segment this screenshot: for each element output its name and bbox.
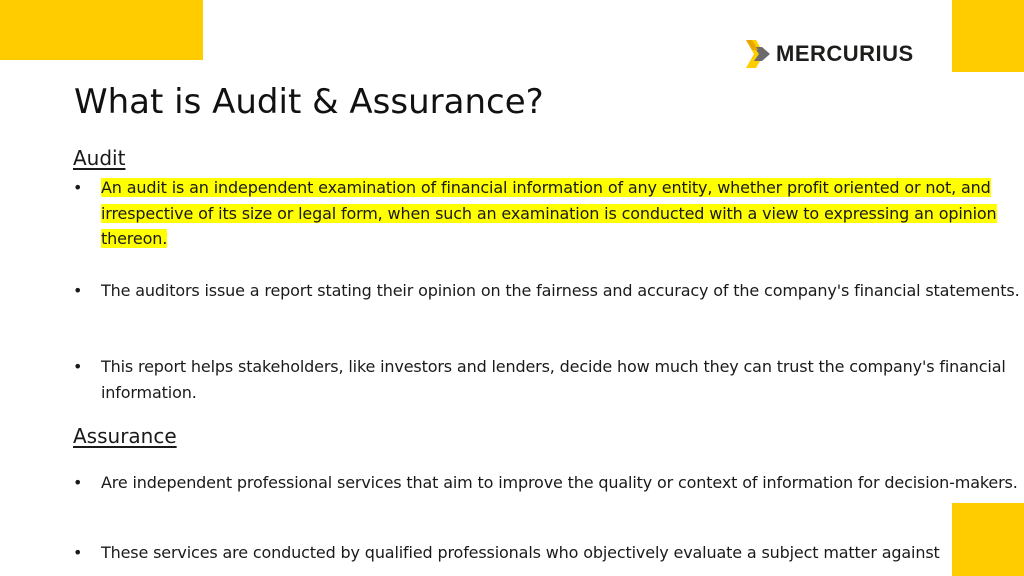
decorative-yellow-block-top-left — [0, 0, 203, 60]
bullet-marker: • — [73, 357, 83, 376]
bullet-marker: • — [73, 473, 83, 492]
assurance-bullet-professionals — [73, 540, 1024, 566]
section-heading-assurance: Assurance — [73, 424, 177, 448]
audit-bullet-definition — [73, 175, 1024, 252]
bullet-marker: • — [73, 281, 83, 300]
brand-logo — [744, 36, 914, 72]
highlighted-text: An audit is an independent examination of financial information of any entity, whether profit oriented or not, and irrespective of its size or legal form, when such an examination is conducted with a view to expressing an opinion thereon. — [101, 178, 997, 248]
bullet-marker: • — [73, 178, 83, 197]
mercurius-logo-icon — [744, 36, 772, 72]
audit-bullet-report — [73, 278, 1024, 304]
assurance-bullet-services — [73, 468, 1024, 498]
page-title: What is Audit & Assurance? — [74, 82, 544, 122]
brand-name: MERCURIUS — [776, 41, 914, 66]
bullet-text: Are independent professional services that aim to improve the quality or context of information for decision-makers. — [101, 473, 1018, 492]
decorative-yellow-block-top-right — [952, 0, 1024, 72]
bullet-text: The auditors issue a report stating their opinion on the fairness and accuracy of the company's financial statements. — [101, 281, 1020, 300]
audit-bullet-stakeholders — [73, 354, 1024, 405]
section-heading-audit: Audit — [73, 146, 126, 170]
decorative-yellow-block-bottom-right — [952, 503, 1024, 576]
bullet-text: This report helps stakeholders, like investors and lenders, decide how much they can trust the company's financial information. — [101, 357, 1006, 402]
bullet-marker: • — [73, 543, 83, 562]
bullet-text: These services are conducted by qualified professionals who objectively evaluate a subject matter against — [101, 543, 940, 562]
